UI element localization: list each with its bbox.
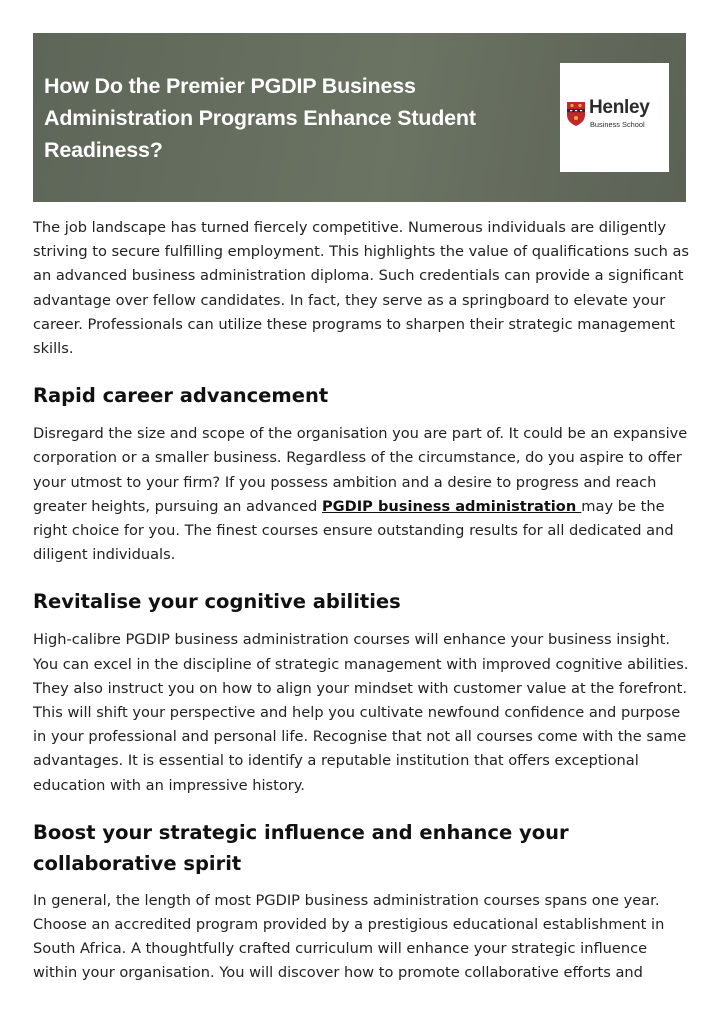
strategic-paragraph: In general, the length of most PGDIP business administration courses spans one year. Choose an accredited program provided by a prestigious educational establishment in South Africa. A thoughtfully crafted curriculum will enhance your strategic influence within your organisation. You will discover how to promote collaborative efforts and: [33, 891, 665, 982]
henley-logo: [560, 63, 669, 172]
career-text-start: Disregard the size and scope of the organisation you are part of. It could be an expansive corporation or a smaller business. Regardless of the circumstance, do you aspire to offer your utmost to your firm? If you possess ambition and a desire to progress and reach greater heights, pursuing an advanced: [33, 425, 688, 515]
section-heading-cognitive: Revitalise your cognitive abilities: [33, 590, 401, 614]
career-paragraph: [33, 422, 693, 567]
crest-icon: [567, 102, 585, 126]
career-text-end: may be the right choice for you. The finest courses ensure outstanding results for all dedicated and diligent individuals.: [33, 497, 674, 564]
article-body: [33, 216, 693, 986]
intro-paragraph: The job landscape has turned fiercely competitive. Numerous individuals are diligently striving to secure fulfilling employment. This highlights the value of qualifications such as an advanced business administration diploma. Such credentials can provide a significant advantage over fellow candidates. In fact, they serve as a springboard to elevate your career. Professionals can utilize these programs to sharpen their strategic management skills.: [33, 219, 690, 358]
cognitive-paragraph: High-calibre PGDIP business administration courses will enhance your business insight. You can excel in the discipline of strategic management with improved cognitive abilities. They also instruct you on how to align your mindset with customer value at the forefront. This will shift your perspective and help you cultivate newfound confidence and purpose in your professional and personal life. Recognise that not all courses come with the same advantages. It is essential to identify a reputable institution that offers exceptional education with an impressive history.: [33, 631, 689, 794]
logo-name: Henley: [589, 97, 650, 118]
pgdip-link[interactable]: PGDIP business administration: [321, 497, 582, 515]
page-title: How Do the Premier PGDIP Business Administration Programs Enhance Student Readiness?: [44, 74, 476, 162]
section-heading-career: Rapid career advancement: [33, 384, 329, 408]
header-banner: [33, 33, 686, 202]
logo-subtitle: Business School: [590, 120, 645, 129]
section-heading-strategic: Boost your strategic influence and enhance your collaborative spirit: [33, 820, 569, 875]
